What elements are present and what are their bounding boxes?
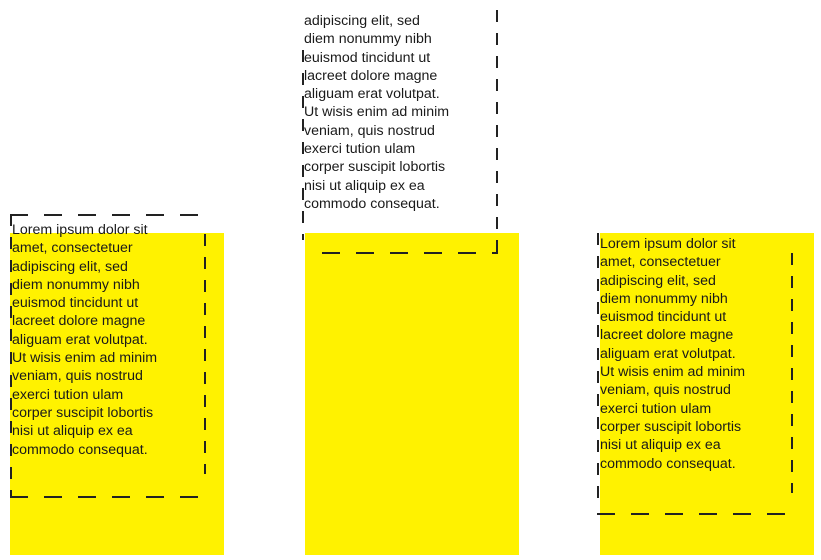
text-frame-left[interactable] bbox=[10, 214, 206, 498]
text-line: nisi ut aliquip ex ea bbox=[600, 437, 721, 454]
text-line: euismod tincidunt ut bbox=[304, 49, 431, 66]
text-line: adipiscing elit, sed bbox=[600, 272, 716, 289]
frame-right-edge bbox=[791, 253, 793, 493]
text-line: commodo consequat. bbox=[304, 195, 440, 212]
text-line: amet, consectetuer bbox=[12, 240, 133, 257]
text-line: diem nonummy nibh bbox=[304, 31, 432, 48]
frame-text-right bbox=[600, 235, 745, 473]
text-line: Ut wisis enim ad minim bbox=[600, 364, 746, 381]
text-line: aliguam erat volutpat. bbox=[12, 331, 148, 348]
frame-bottom-edge bbox=[597, 513, 793, 515]
text-line: exerci tution ulam bbox=[304, 141, 416, 158]
text-line: nisi ut aliquip ex ea bbox=[304, 177, 425, 194]
text-line: veniam, quis nostrud bbox=[304, 122, 435, 139]
text-line: Ut wisis enim ad minim bbox=[12, 350, 158, 367]
text-line: euismod tincidunt ut bbox=[12, 295, 139, 312]
text-line: exerci tution ulam bbox=[600, 400, 712, 417]
text-line: corper suscipit lobortis bbox=[304, 159, 446, 176]
text-line: corper suscipit lobortis bbox=[600, 418, 742, 435]
text-line: adipiscing elit, sed bbox=[304, 13, 420, 29]
text-line: lacreet dolore magne bbox=[600, 327, 734, 344]
text-line: amet, consectetuer bbox=[600, 254, 721, 271]
text-line: commodo consequat. bbox=[12, 441, 148, 458]
frame-right-edge bbox=[204, 234, 206, 474]
text-frame-middle[interactable] bbox=[302, 10, 498, 254]
frame-text-left bbox=[12, 221, 157, 459]
text-line: exerci tution ulam bbox=[12, 386, 124, 403]
text-line: euismod tincidunt ut bbox=[600, 309, 727, 326]
text-line: aliguam erat volutpat. bbox=[304, 86, 440, 103]
text-line: corper suscipit lobortis bbox=[12, 404, 154, 421]
text-line: veniam, quis nostrud bbox=[12, 368, 143, 385]
text-line: commodo consequat. bbox=[600, 455, 736, 472]
text-line: diem nonummy nibh bbox=[600, 290, 728, 307]
frame-left-edge bbox=[597, 233, 599, 505]
text-frame-right[interactable] bbox=[597, 233, 793, 515]
frame-right-edge bbox=[496, 10, 498, 254]
frame-bottom-edge bbox=[10, 496, 206, 498]
text-line: adipiscing elit, sed bbox=[12, 258, 128, 275]
text-line: lacreet dolore magne bbox=[12, 313, 146, 330]
text-line: aliguam erat volutpat. bbox=[600, 345, 736, 362]
frame-text-middle bbox=[304, 12, 449, 213]
text-line: Lorem ipsum dolor sit bbox=[12, 222, 148, 238]
yellow-panel-middle bbox=[305, 233, 519, 555]
text-line: lacreet dolore magne bbox=[304, 67, 438, 84]
text-line: Lorem ipsum dolor sit bbox=[600, 236, 736, 252]
frame-bottom-edge bbox=[322, 252, 498, 254]
text-line: veniam, quis nostrud bbox=[600, 382, 731, 399]
text-line: diem nonummy nibh bbox=[12, 276, 140, 293]
text-line: Ut wisis enim ad minim bbox=[304, 104, 450, 121]
frame-top-edge bbox=[10, 214, 206, 216]
text-line: nisi ut aliquip ex ea bbox=[12, 423, 133, 440]
